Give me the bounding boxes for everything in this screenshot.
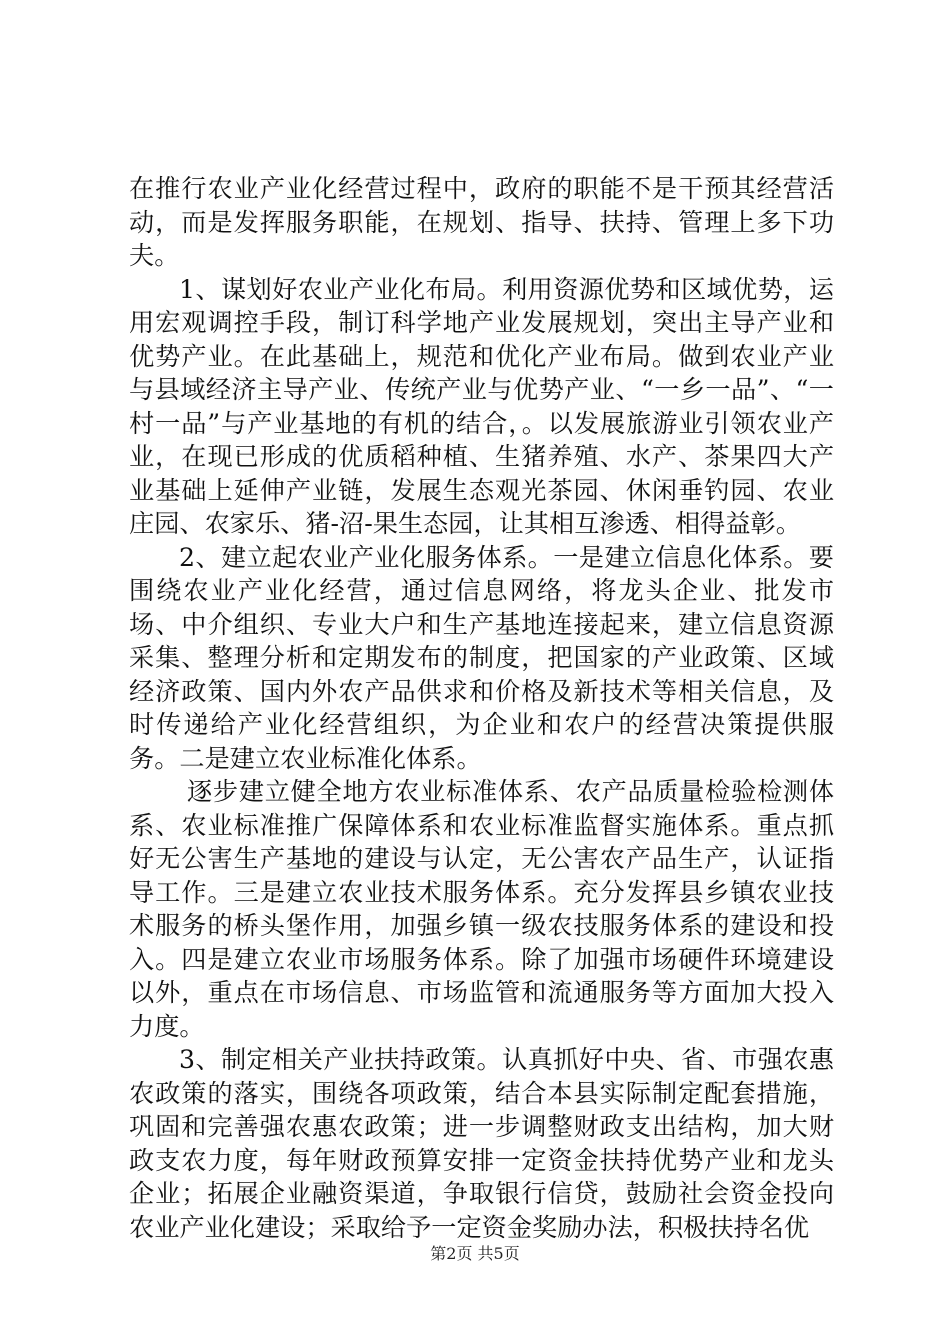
paragraph-section-2: 2、建立起农业产业化服务体系。一是建立信息化体系。要围绕农业产业化经营，通过信息网络，将龙头企业、批发市场、中介组织、专业大户和生产基地连接起来，建立信息资源采集、整理分析和定期发布的制度，把国家的产业政策、区域经济政策、国内外农产品供求和价格及新技术等相关信息，及时传递给产业化经营组织，为企业和农户的经营决策提供服务。二是建立农业标准化体系。 (129, 542, 834, 773)
paragraph-intro: 在推行农业产业化经营过程中，政府的职能不是干预其经营活动，而是发挥服务职能，在规划、指导、扶持、管理上多下功夫。 (129, 174, 834, 270)
document-body (129, 172, 834, 1244)
paragraph-section-2-continued: 逐步建立健全地方农业标准体系、农产品质量检验检测体系、农业标准推广保障体系和农业标准监督实施体系。重点抓好无公害生产基地的建设与认定，无公害农产品生产，认证指导工作。三是建立农业技术服务体系。充分发挥县乡镇农业技术服务的桥头堡作用，加强乡镇一级农技服务体系的建设和投入。四是建立农业市场服务体系。除了加强市场硬件环境建设以外，重点在市场信息、市场监管和流通服务等方面加大投入力度。 (129, 777, 834, 1041)
paragraph-section-3: 3、制定相关产业扶持政策。认真抓好中央、省、市强农惠农政策的落实，围绕各项政策，结合本县实际制定配套措施，巩固和完善强农惠农政策；进一步调整财政支出结构，加大财政支农力度，每年财政预算安排一定资金扶持优势产业和龙头企业；拓展企业融资渠道，争取银行信贷，鼓励社会资金投向农业产业化建设；采取给予一定资金奖励办法，积极扶持名优 (129, 1045, 834, 1242)
paragraph-section-1: 1、谋划好农业产业化布局。利用资源优势和区域优势，运用宏观调控手段，制订科学地产业发展规划，突出主导产业和优势产业。在此基础上，规范和优化产业布局。做到农业产业与县域经济主导产业、传统产业与优势产业、“一乡一品”、“一村一品”与产业基地的有机的结合，。以发展旅游业引领农业产业，在现已形成的优质稻种植、生猪养殖、水产、茶果四大产业基础上延伸产业链，发展生态观光茶园、休闲垂钓园、农业庄园、农家乐、猪-沼-果生态园，让其相互渗透、相得益彰。 (129, 274, 834, 538)
page-footer: 第2页 共5页 (430, 1244, 520, 1263)
